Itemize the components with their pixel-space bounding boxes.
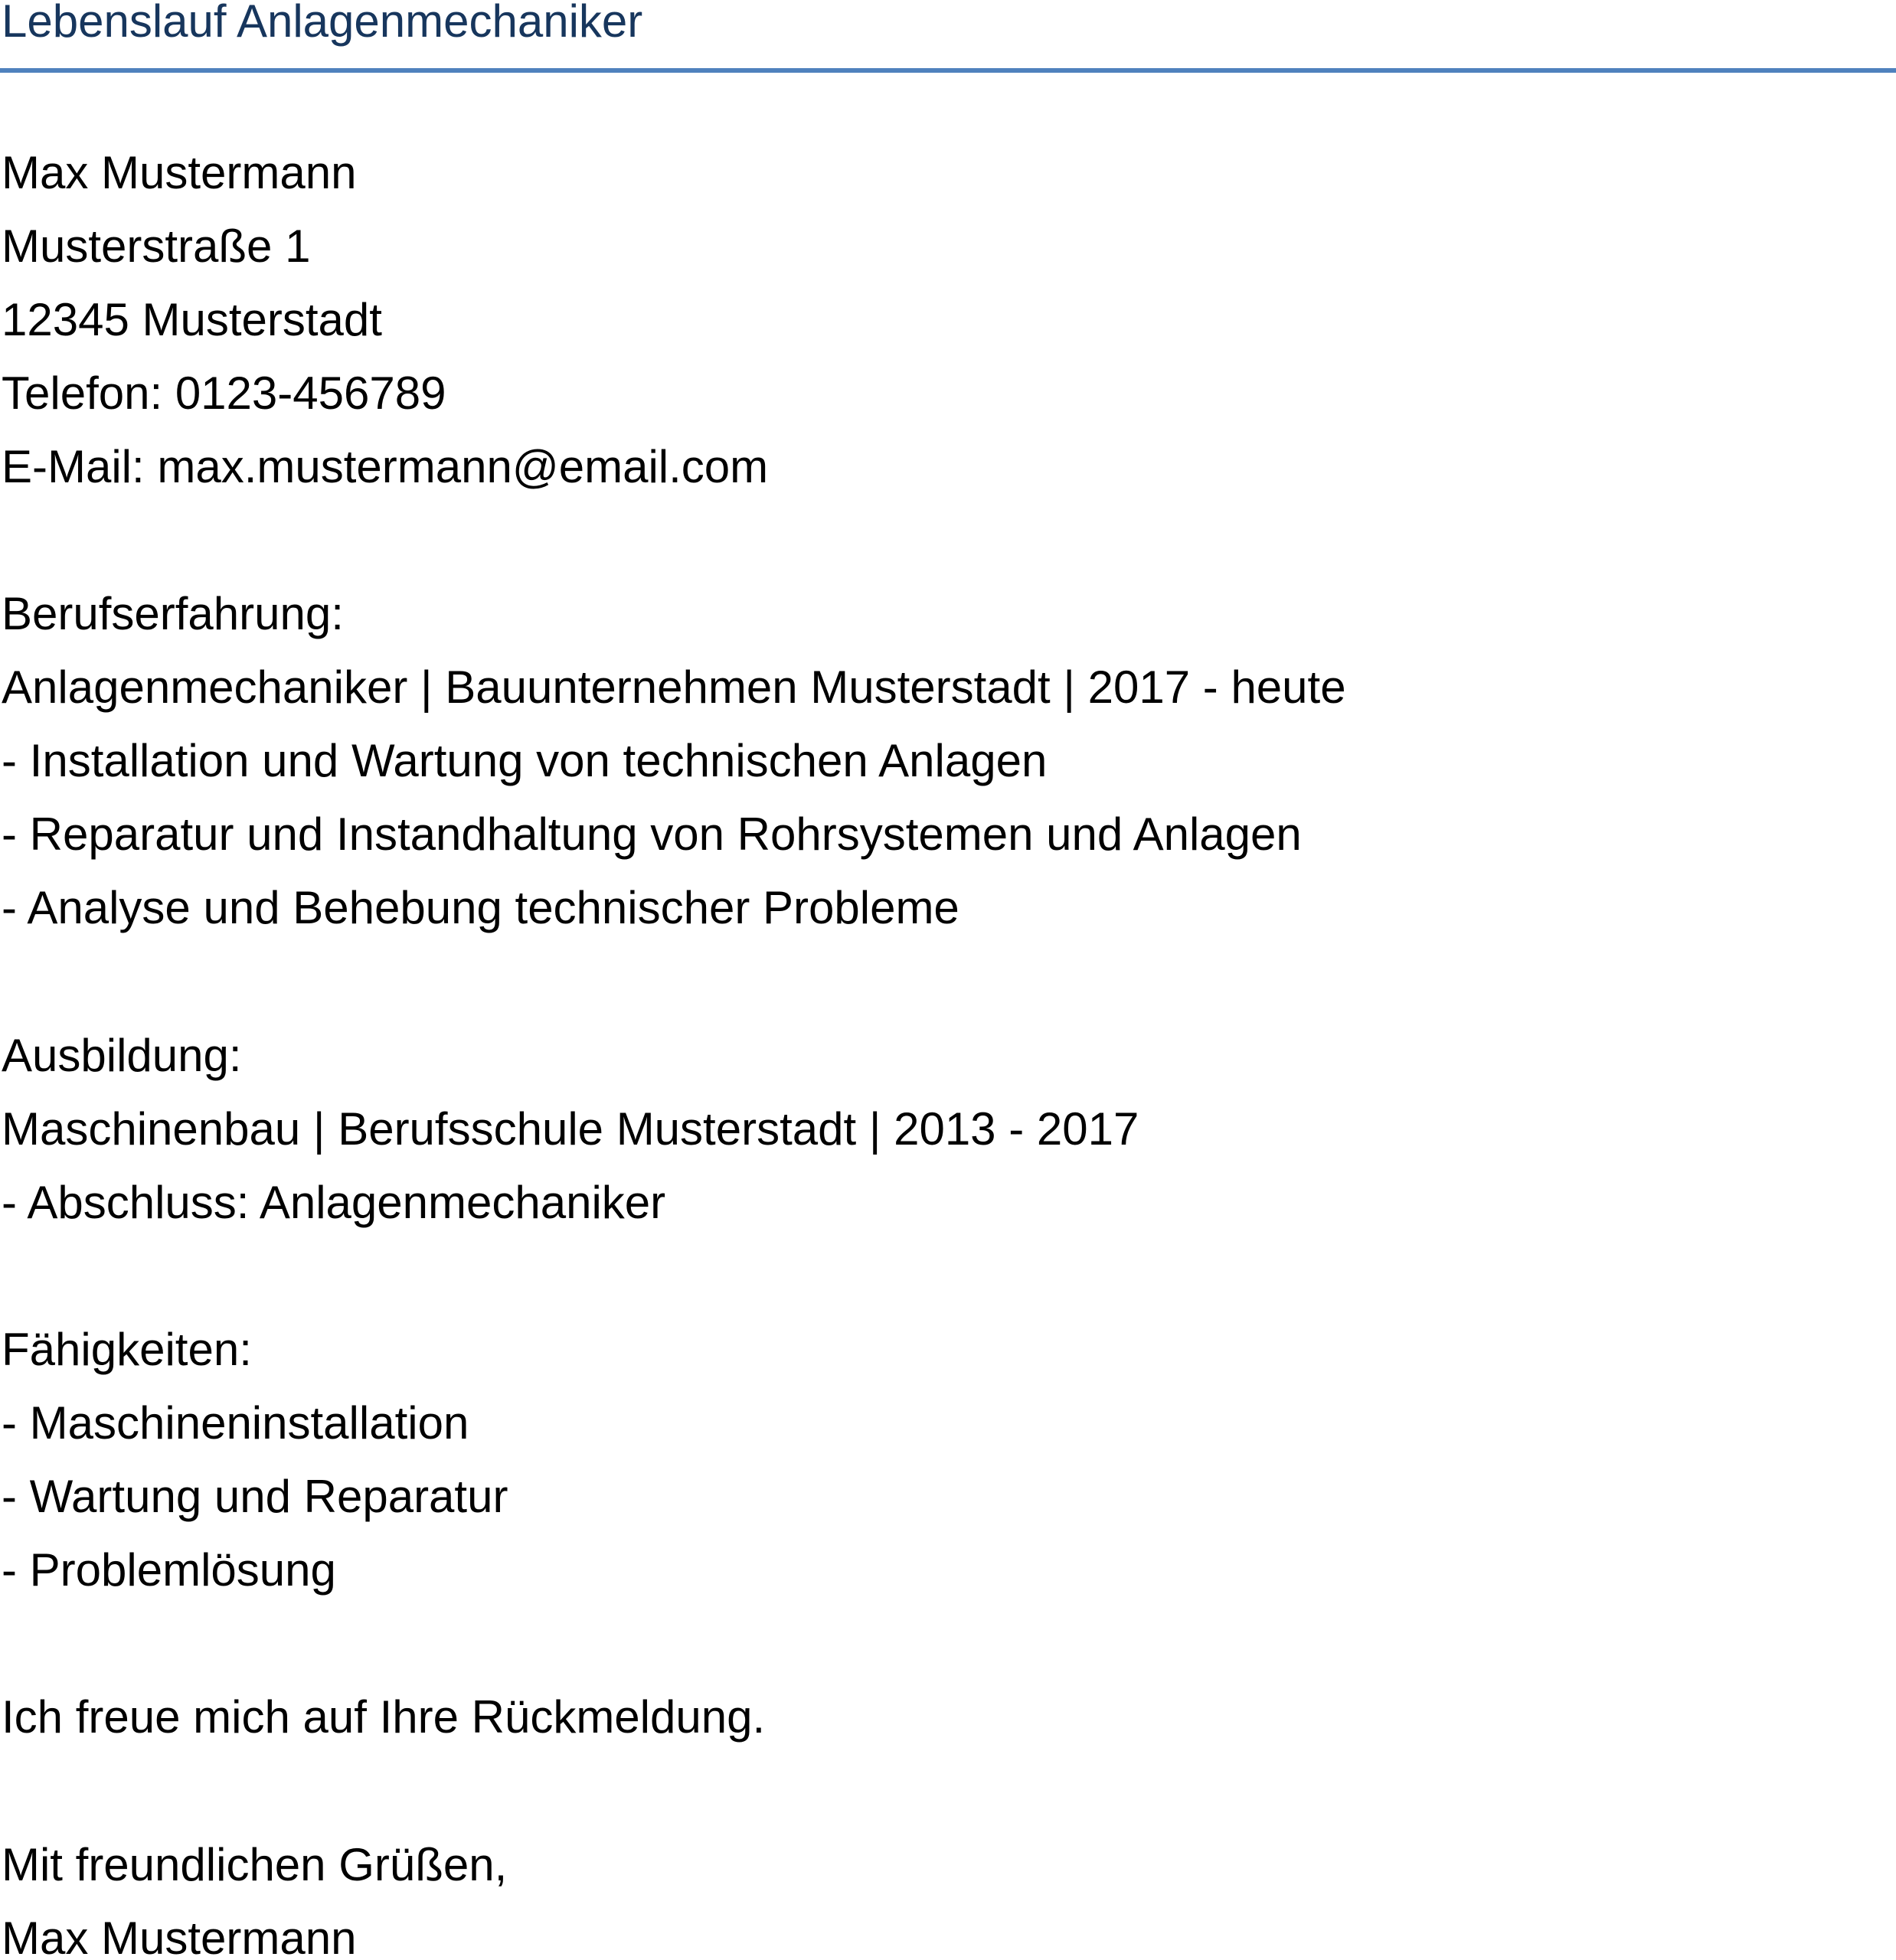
education-heading: Ausbildung: — [2, 1030, 242, 1081]
signature-name: Max Mustermann — [2, 1913, 357, 1960]
experience-item: - Installation und Wartung von technischen Anlagen — [2, 735, 1048, 786]
contact-email: E-Mail: max.mustermann@email.com — [2, 441, 769, 492]
education-entry: Maschinenbau | Berufsschule Musterstadt | 2013 - 2017 — [2, 1103, 1139, 1155]
skill-item: - Problemlösung — [2, 1544, 336, 1596]
experience-heading: Berufserfahrung: — [2, 588, 344, 639]
skill-item: - Maschineninstallation — [2, 1397, 469, 1449]
skill-item: - Wartung und Reparatur — [2, 1471, 508, 1522]
experience-entry: Anlagenmechaniker | Bauunternehmen Musterstadt | 2017 - heute — [2, 662, 1346, 713]
title-divider — [0, 68, 1896, 73]
greeting-text: Mit freundlichen Grüßen, — [2, 1839, 508, 1890]
closing-text: Ich freue mich auf Ihre Rückmeldung. — [2, 1691, 766, 1743]
contact-city: 12345 Musterstadt — [2, 294, 382, 345]
contact-street: Musterstraße 1 — [2, 220, 311, 272]
education-item: - Abschluss: Anlagenmechaniker — [2, 1177, 666, 1228]
contact-phone: Telefon: 0123-456789 — [2, 368, 446, 419]
experience-item: - Reparatur und Instandhaltung von Rohrsystemen und Anlagen — [2, 808, 1302, 860]
contact-name: Max Mustermann — [2, 147, 357, 198]
experience-item: - Analyse und Behebung technischer Probleme — [2, 882, 959, 933]
skills-heading: Fähigkeiten: — [2, 1324, 252, 1375]
document-title: Lebenslauf Anlagenmechaniker — [2, 0, 643, 47]
